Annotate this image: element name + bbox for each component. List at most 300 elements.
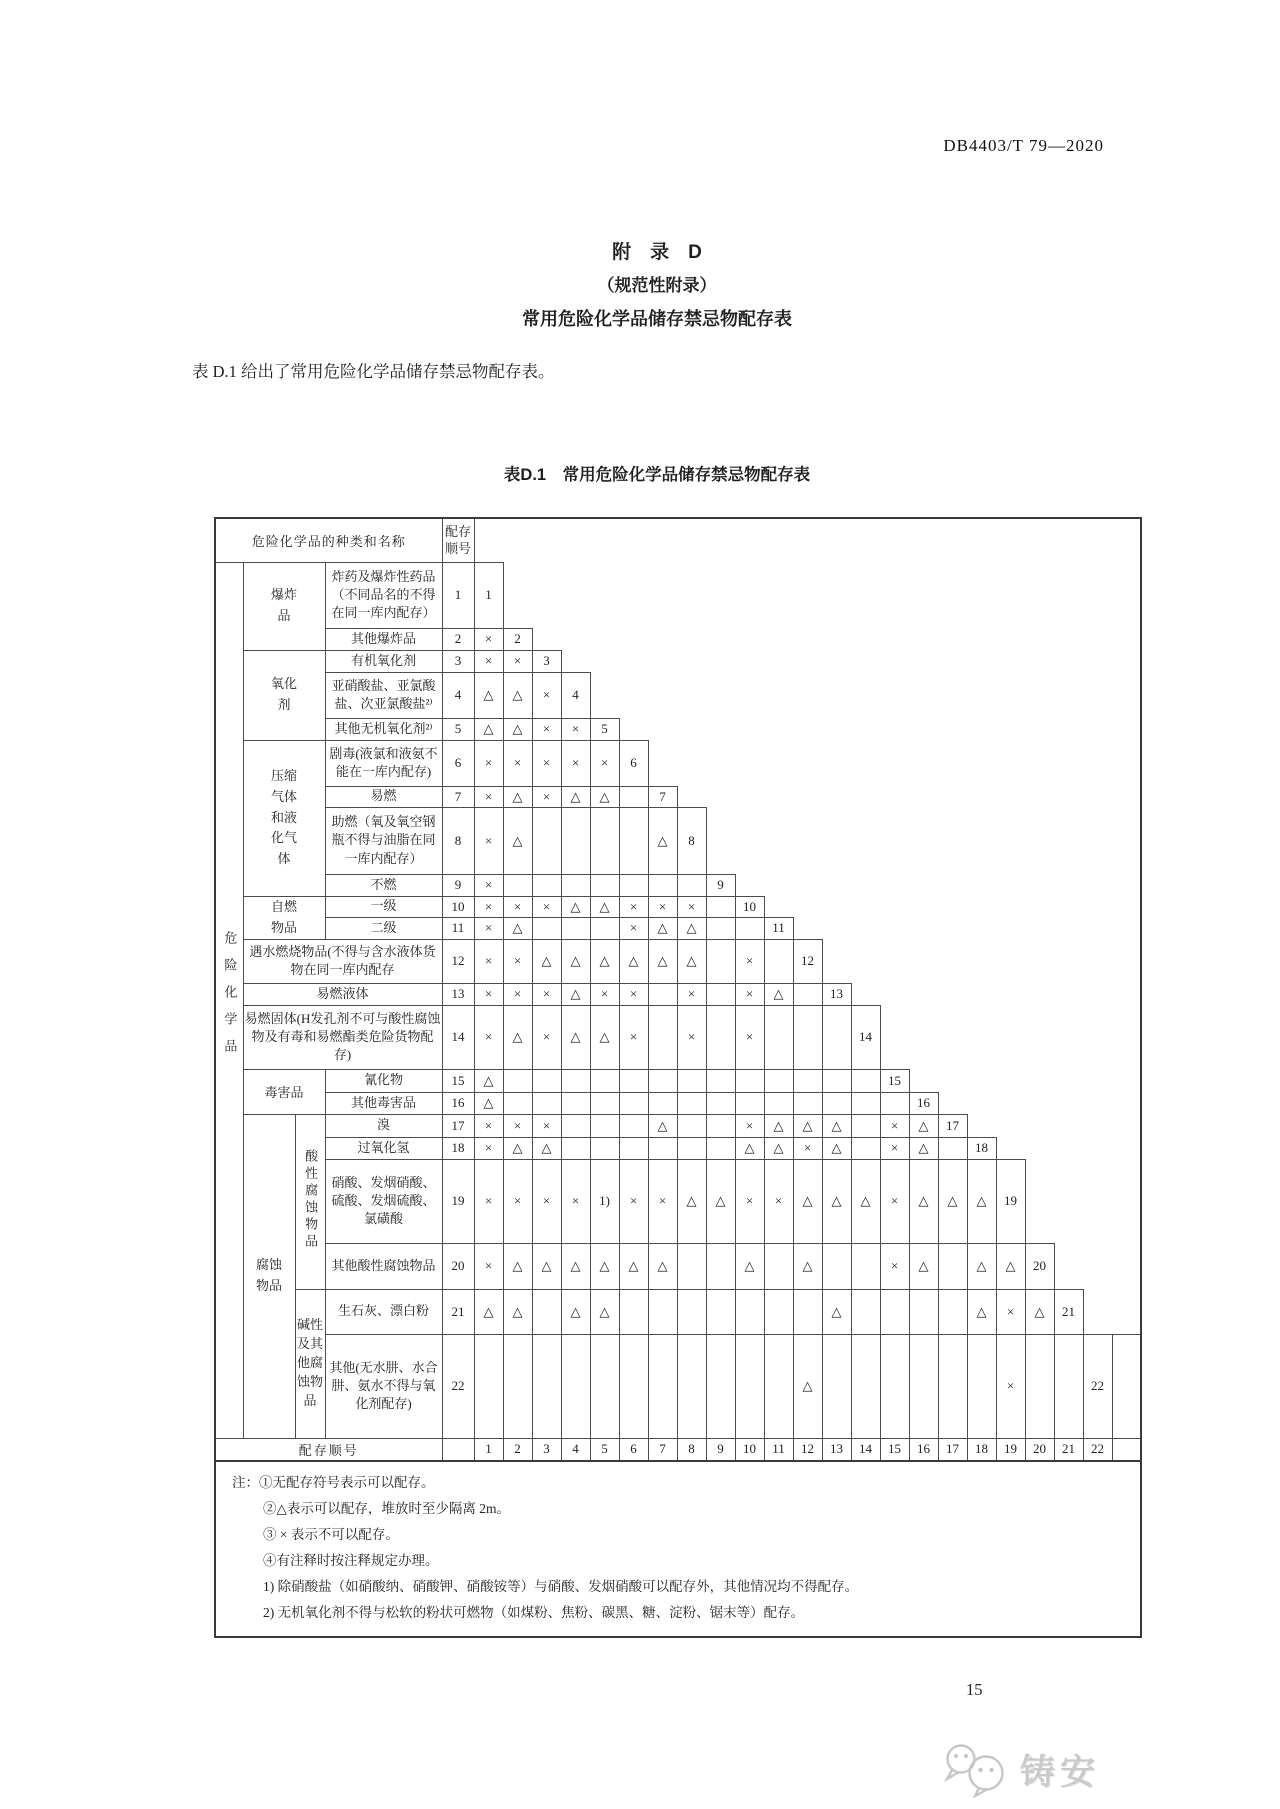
matrix-cell: △ — [793, 1334, 822, 1438]
item-label: 有机氧化剂 — [325, 650, 442, 672]
matrix-cell: △ — [764, 1114, 793, 1137]
matrix-cell: × — [764, 1159, 793, 1243]
matrix-cell — [677, 1137, 706, 1159]
matrix-cell — [706, 1092, 735, 1114]
matrix-cell: × — [677, 983, 706, 1005]
matrix-cell: × — [677, 896, 706, 917]
item-label: 其他无机氧化剂²⁾ — [325, 718, 442, 740]
notes-box — [214, 1462, 1142, 1638]
matrix-cell — [706, 939, 735, 983]
matrix-cell — [561, 1069, 590, 1092]
table-row — [215, 896, 1141, 917]
matrix-cell: × — [503, 896, 532, 917]
table-caption: 表D.1 常用危险化学品储存禁忌物配存表 — [503, 466, 811, 484]
matrix-cell — [735, 1092, 764, 1114]
matrix-cell: △ — [561, 983, 590, 1005]
matrix-cell: △ — [1025, 1289, 1054, 1334]
seq-number: 9 — [442, 874, 474, 896]
item-label: 其他毒害品 — [325, 1092, 442, 1114]
matrix-cell — [619, 1289, 648, 1334]
matrix-cell — [619, 1092, 648, 1114]
seq-number: 18 — [442, 1137, 474, 1159]
matrix-cell — [851, 1243, 880, 1289]
matrix-cell: △ — [474, 1092, 503, 1114]
bottom-seq-number: 14 — [851, 1438, 880, 1461]
matrix-cell: × — [503, 740, 532, 786]
diagonal-cell: 19 — [996, 1159, 1025, 1243]
seq-number: 14 — [442, 1005, 474, 1069]
matrix-cell — [648, 1289, 677, 1334]
matrix-cell: × — [677, 1005, 706, 1069]
diagonal-cell: 3 — [532, 650, 561, 672]
bottom-seq-number: 15 — [880, 1438, 909, 1461]
matrix-cell: △ — [648, 1114, 677, 1137]
matrix-cell: × — [532, 672, 561, 718]
item-label: 生石灰、漂白粉 — [325, 1289, 442, 1334]
matrix-cell — [677, 874, 706, 896]
table-row — [215, 628, 1141, 650]
matrix-cell — [793, 1069, 822, 1092]
table-row — [215, 983, 1141, 1005]
matrix-cell — [590, 1069, 619, 1092]
item-label: 不燃 — [325, 874, 442, 896]
group-label: 爆炸品 — [243, 562, 325, 650]
table-row — [215, 807, 1141, 874]
matrix-cell: △ — [735, 1243, 764, 1289]
item-label: 易燃液体 — [243, 983, 442, 1005]
matrix-cell: × — [503, 650, 532, 672]
matrix-cell — [677, 1289, 706, 1334]
matrix-cell: △ — [648, 939, 677, 983]
matrix-cell: × — [532, 786, 561, 807]
item-label: 一级 — [325, 896, 442, 917]
matrix-cell — [532, 917, 561, 939]
matrix-cell — [590, 1137, 619, 1159]
matrix-cell: △ — [909, 1243, 938, 1289]
group-label: 腐蚀物品 — [243, 1114, 295, 1438]
side-label-text: 危险化学品 — [222, 930, 238, 1066]
matrix-cell: × — [532, 718, 561, 740]
matrix-cell — [590, 1092, 619, 1114]
matrix-cell: △ — [590, 1243, 619, 1289]
seq-number: 5 — [442, 718, 474, 740]
matrix-cell: △ — [909, 1114, 938, 1137]
seq-number-header: 配存顺号 — [442, 518, 474, 562]
matrix-cell: △ — [503, 718, 532, 740]
matrix-cell: × — [474, 1137, 503, 1159]
matrix-cell: × — [474, 874, 503, 896]
matrix-cell — [764, 1289, 793, 1334]
diagonal-cell: 11 — [764, 917, 793, 939]
bottom-seq-number: 18 — [967, 1438, 996, 1461]
matrix-cell — [503, 1092, 532, 1114]
table-row — [215, 650, 1141, 672]
item-label: 硝酸、发烟硝酸、硫酸、发烟硫酸、氯磺酸 — [325, 1159, 442, 1243]
matrix-cell — [735, 1289, 764, 1334]
matrix-cell: × — [735, 1114, 764, 1137]
page-number: 15 — [966, 1680, 983, 1699]
seq-number: 11 — [442, 917, 474, 939]
matrix-cell: × — [532, 1005, 561, 1069]
matrix-cell — [648, 1137, 677, 1159]
matrix-cell — [648, 1069, 677, 1092]
table-row — [215, 874, 1141, 896]
seq-number: 19 — [442, 1159, 474, 1243]
matrix-cell — [561, 917, 590, 939]
matrix-cell: × — [561, 1159, 590, 1243]
matrix-cell — [619, 1334, 648, 1438]
seq-number: 1 — [442, 562, 474, 628]
matrix-cell — [735, 1069, 764, 1092]
matrix-cell: △ — [619, 939, 648, 983]
table-row — [215, 939, 1141, 983]
matrix-cell — [735, 917, 764, 939]
table-row — [215, 1159, 1141, 1243]
matrix-cell — [822, 1005, 851, 1069]
matrix-cell: × — [735, 1159, 764, 1243]
matrix-cell — [677, 1114, 706, 1137]
matrix-cell: × — [503, 1114, 532, 1137]
table-row — [215, 1092, 1141, 1114]
matrix-cell — [706, 917, 735, 939]
diagonal-cell: 10 — [735, 896, 764, 917]
bottom-seq-number: 22 — [1083, 1438, 1112, 1461]
matrix-cell: × — [474, 1114, 503, 1137]
matrix-cell: △ — [532, 1137, 561, 1159]
diagonal-cell: 7 — [648, 786, 677, 807]
matrix-cell — [706, 1114, 735, 1137]
matrix-cell — [822, 1243, 851, 1289]
matrix-cell: × — [474, 1243, 503, 1289]
matrix-cell — [532, 1289, 561, 1334]
matrix-cell — [677, 1243, 706, 1289]
matrix-cell: △ — [503, 1243, 532, 1289]
matrix-cell: × — [532, 1114, 561, 1137]
matrix-cell — [677, 1069, 706, 1092]
matrix-cell: △ — [474, 1069, 503, 1092]
seq-number — [442, 1438, 474, 1461]
matrix-cell — [764, 939, 793, 983]
matrix-cell: × — [619, 917, 648, 939]
matrix-cell: △ — [793, 1114, 822, 1137]
seq-number: 21 — [442, 1289, 474, 1334]
seq-number: 16 — [442, 1092, 474, 1114]
matrix-cell — [532, 874, 561, 896]
matrix-cell: × — [590, 983, 619, 1005]
diagonal-cell: 12 — [793, 939, 822, 983]
matrix-cell — [706, 1069, 735, 1092]
matrix-cell: △ — [590, 1005, 619, 1069]
diagonal-cell: 13 — [822, 983, 851, 1005]
matrix-cell — [706, 1289, 735, 1334]
matrix-cell: △ — [677, 917, 706, 939]
matrix-cell — [619, 874, 648, 896]
table-row — [215, 740, 1141, 786]
matrix-cell: △ — [474, 718, 503, 740]
seq-number: 4 — [442, 672, 474, 718]
matrix-cell — [793, 983, 822, 1005]
matrix-cell: △ — [561, 786, 590, 807]
matrix-cell: × — [561, 740, 590, 786]
matrix-cell — [619, 1069, 648, 1092]
matrix-cell: △ — [503, 786, 532, 807]
subgroup-label: 碱性及其他腐蚀物品 — [295, 1289, 325, 1438]
matrix-cell: × — [474, 1159, 503, 1243]
side-label-hazardous-chemicals — [215, 562, 243, 1438]
matrix-cell — [764, 1005, 793, 1069]
matrix-cell: △ — [822, 1289, 851, 1334]
matrix-cell — [590, 1334, 619, 1438]
storage-compatibility-table — [214, 517, 1142, 1462]
note-line: 注：①无配存符号表示可以配存。 — [232, 1475, 435, 1490]
matrix-cell — [561, 1137, 590, 1159]
bottom-seq-number: 3 — [532, 1438, 561, 1461]
matrix-cell: △ — [851, 1159, 880, 1243]
diagonal-cell: 2 — [503, 628, 532, 650]
matrix-cell: × — [619, 1159, 648, 1243]
matrix-cell — [793, 1289, 822, 1334]
table-row — [215, 1137, 1141, 1159]
matrix-cell: × — [561, 718, 590, 740]
matrix-cell: △ — [822, 1114, 851, 1137]
seq-number: 13 — [442, 983, 474, 1005]
matrix-cell — [619, 1137, 648, 1159]
matrix-cell: × — [735, 983, 764, 1005]
diagonal-cell: 4 — [561, 672, 590, 718]
matrix-cell: △ — [909, 1159, 938, 1243]
intro-paragraph: 表 D.1 给出了常用危险化学品储存禁忌物配存表。 — [192, 362, 555, 381]
matrix-cell: △ — [561, 1243, 590, 1289]
item-label: 易燃固体(H发孔剂不可与酸性腐蚀物及有毒和易燃酯类危险货物配存) — [243, 1005, 442, 1069]
matrix-cell: × — [474, 628, 503, 650]
table-row — [215, 1289, 1141, 1334]
matrix-cell — [735, 1334, 764, 1438]
matrix-cell: △ — [822, 1137, 851, 1159]
seq-number: 15 — [442, 1069, 474, 1092]
matrix-cell — [967, 1334, 996, 1438]
matrix-cell: × — [474, 650, 503, 672]
bottom-seq-number: 20 — [1025, 1438, 1054, 1461]
matrix-cell — [503, 1069, 532, 1092]
table-row — [215, 917, 1141, 939]
matrix-cell: △ — [561, 939, 590, 983]
matrix-cell — [532, 807, 561, 874]
matrix-cell: △ — [967, 1243, 996, 1289]
matrix-cell — [938, 1243, 967, 1289]
group-label: 毒害品 — [243, 1069, 325, 1114]
diagonal-cell: 21 — [1054, 1289, 1083, 1334]
item-label: 亚硝酸盐、亚氯酸盐、次亚氯酸盐²⁾ — [325, 672, 442, 718]
matrix-cell: △ — [648, 807, 677, 874]
item-label: 二级 — [325, 917, 442, 939]
note-line: 1) 除硝酸盐（如硝酸纳、硝酸钾、硝酸铵等）与硝酸、发烟硝酸可以配存外，其他情况均不得配存。 — [263, 1579, 859, 1594]
item-label: 其他(无水肼、水合肼、氨水不得与氧化剂配存) — [325, 1334, 442, 1438]
matrix-cell: △ — [503, 917, 532, 939]
corner-header: 危险化学品的种类和名称 — [215, 518, 442, 562]
table-row — [215, 562, 1141, 628]
matrix-cell: × — [880, 1137, 909, 1159]
matrix-cell: 1) — [590, 1159, 619, 1243]
matrix-cell: △ — [677, 939, 706, 983]
note-line: ④有注释时按注释规定办理。 — [263, 1553, 439, 1568]
matrix-cell: × — [793, 1137, 822, 1159]
matrix-cell: △ — [619, 1243, 648, 1289]
matrix-cell: × — [474, 896, 503, 917]
matrix-cell: × — [474, 786, 503, 807]
table-row — [215, 1005, 1141, 1069]
matrix-cell: × — [474, 807, 503, 874]
note-line: 2) 无机氧化剂不得与松软的粉状可燃物（如煤粉、焦粉、碳黑、糖、淀粉、锯末等）配存。 — [263, 1605, 805, 1620]
matrix-cell — [1054, 1334, 1083, 1438]
matrix-cell — [619, 786, 648, 807]
diagonal-cell: 6 — [619, 740, 648, 786]
table-row — [215, 1243, 1141, 1289]
matrix-cell: △ — [503, 807, 532, 874]
matrix-cell: × — [474, 1005, 503, 1069]
matrix-cell: △ — [561, 896, 590, 917]
matrix-cell — [706, 1137, 735, 1159]
matrix-cell: × — [996, 1334, 1025, 1438]
matrix-cell — [648, 983, 677, 1005]
matrix-cell: △ — [503, 1005, 532, 1069]
appendix-title: 附 录 D — [612, 242, 702, 263]
matrix-cell: × — [474, 939, 503, 983]
matrix-cell — [851, 1289, 880, 1334]
item-label: 其他爆炸品 — [325, 628, 442, 650]
item-label: 其他酸性腐蚀物品 — [325, 1243, 442, 1289]
matrix-cell — [474, 1334, 503, 1438]
matrix-cell — [503, 1334, 532, 1438]
matrix-cell — [561, 1092, 590, 1114]
matrix-cell: × — [735, 939, 764, 983]
matrix-cell — [909, 1289, 938, 1334]
item-label: 易燃 — [325, 786, 442, 807]
matrix-cell: × — [532, 740, 561, 786]
bottom-seq-number: 9 — [706, 1438, 735, 1461]
matrix-cell: △ — [561, 1005, 590, 1069]
matrix-cell: △ — [764, 1137, 793, 1159]
bottom-seq-number: 10 — [735, 1438, 764, 1461]
doc-code: DB4403/T 79—2020 — [943, 136, 1104, 155]
matrix-cell — [764, 1334, 793, 1438]
appendix-subtitle: （规范性附录） — [597, 276, 717, 295]
bottom-seq-number: 2 — [503, 1438, 532, 1461]
matrix-cell: × — [474, 740, 503, 786]
subgroup-label: 酸性腐蚀物品 — [295, 1114, 325, 1289]
matrix-cell: △ — [938, 1159, 967, 1243]
matrix-cell — [648, 1005, 677, 1069]
matrix-cell: △ — [503, 1137, 532, 1159]
diagonal-cell: 22 — [1083, 1334, 1112, 1438]
table-row — [215, 786, 1141, 807]
matrix-cell: × — [532, 983, 561, 1005]
seq-number: 22 — [442, 1334, 474, 1438]
bottom-seq-number: 12 — [793, 1438, 822, 1461]
matrix-cell: △ — [561, 1289, 590, 1334]
watermark — [938, 1742, 1100, 1798]
seq-number: 20 — [442, 1243, 474, 1289]
diagonal-cell: 5 — [590, 718, 619, 740]
matrix-cell: × — [474, 983, 503, 1005]
bottom-seq-number: 21 — [1054, 1438, 1083, 1461]
matrix-cell: △ — [532, 939, 561, 983]
matrix-cell: △ — [590, 896, 619, 917]
seq-number: 6 — [442, 740, 474, 786]
matrix-cell: × — [532, 1159, 561, 1243]
bottom-seq-number: 19 — [996, 1438, 1025, 1461]
diagonal-cell: 16 — [909, 1092, 938, 1114]
matrix-cell — [706, 896, 735, 917]
matrix-cell: △ — [764, 983, 793, 1005]
matrix-cell — [822, 1334, 851, 1438]
diagonal-cell: 18 — [967, 1137, 996, 1159]
diagonal-cell: 8 — [677, 807, 706, 874]
matrix-cell — [1025, 1334, 1054, 1438]
matrix-cell: × — [619, 896, 648, 917]
matrix-cell: × — [880, 1159, 909, 1243]
matrix-cell: × — [619, 983, 648, 1005]
matrix-cell — [822, 1069, 851, 1092]
matrix-cell: △ — [503, 1289, 532, 1334]
bottom-seq-number: 17 — [938, 1438, 967, 1461]
matrix-cell: × — [648, 896, 677, 917]
table-row — [215, 672, 1141, 718]
bottom-seq-number — [1112, 1438, 1141, 1461]
group-label: 自燃物品 — [243, 896, 325, 939]
matrix-cell — [1112, 1334, 1141, 1438]
wechat-icon — [938, 1742, 1012, 1798]
matrix-cell — [677, 1334, 706, 1438]
matrix-cell — [880, 1092, 909, 1114]
seq-number: 3 — [442, 650, 474, 672]
item-label: 溴 — [325, 1114, 442, 1137]
matrix-cell: × — [880, 1243, 909, 1289]
matrix-cell — [532, 1334, 561, 1438]
bottom-seq-number: 13 — [822, 1438, 851, 1461]
matrix-cell — [706, 983, 735, 1005]
matrix-cell: × — [880, 1114, 909, 1137]
diagonal-cell: 14 — [851, 1005, 880, 1069]
seq-number: 12 — [442, 939, 474, 983]
matrix-cell — [648, 1334, 677, 1438]
matrix-cell — [619, 1114, 648, 1137]
matrix-cell — [648, 1092, 677, 1114]
matrix-cell: △ — [793, 1243, 822, 1289]
matrix-cell: △ — [996, 1243, 1025, 1289]
diagonal-cell: 9 — [706, 874, 735, 896]
matrix-cell — [938, 1334, 967, 1438]
diagonal-cell: 20 — [1025, 1243, 1054, 1289]
item-label: 氰化物 — [325, 1069, 442, 1092]
table-row — [215, 718, 1141, 740]
matrix-cell: × — [590, 740, 619, 786]
bottom-seq-number: 7 — [648, 1438, 677, 1461]
matrix-cell — [532, 1092, 561, 1114]
seq-number: 10 — [442, 896, 474, 917]
matrix-cell — [764, 1092, 793, 1114]
matrix-cell: × — [474, 917, 503, 939]
matrix-cell — [706, 1334, 735, 1438]
matrix-cell — [590, 1114, 619, 1137]
matrix-cell — [503, 874, 532, 896]
item-label: 助燃（氧及氧空钢瓶不得与油脂在同一库内配存） — [325, 807, 442, 874]
matrix-cell — [938, 1289, 967, 1334]
matrix-cell: × — [503, 939, 532, 983]
matrix-cell — [590, 807, 619, 874]
appendix-heading: 常用危险化学品储存禁忌物配存表 — [522, 309, 792, 329]
matrix-cell: △ — [532, 1243, 561, 1289]
header-row — [215, 518, 1141, 562]
